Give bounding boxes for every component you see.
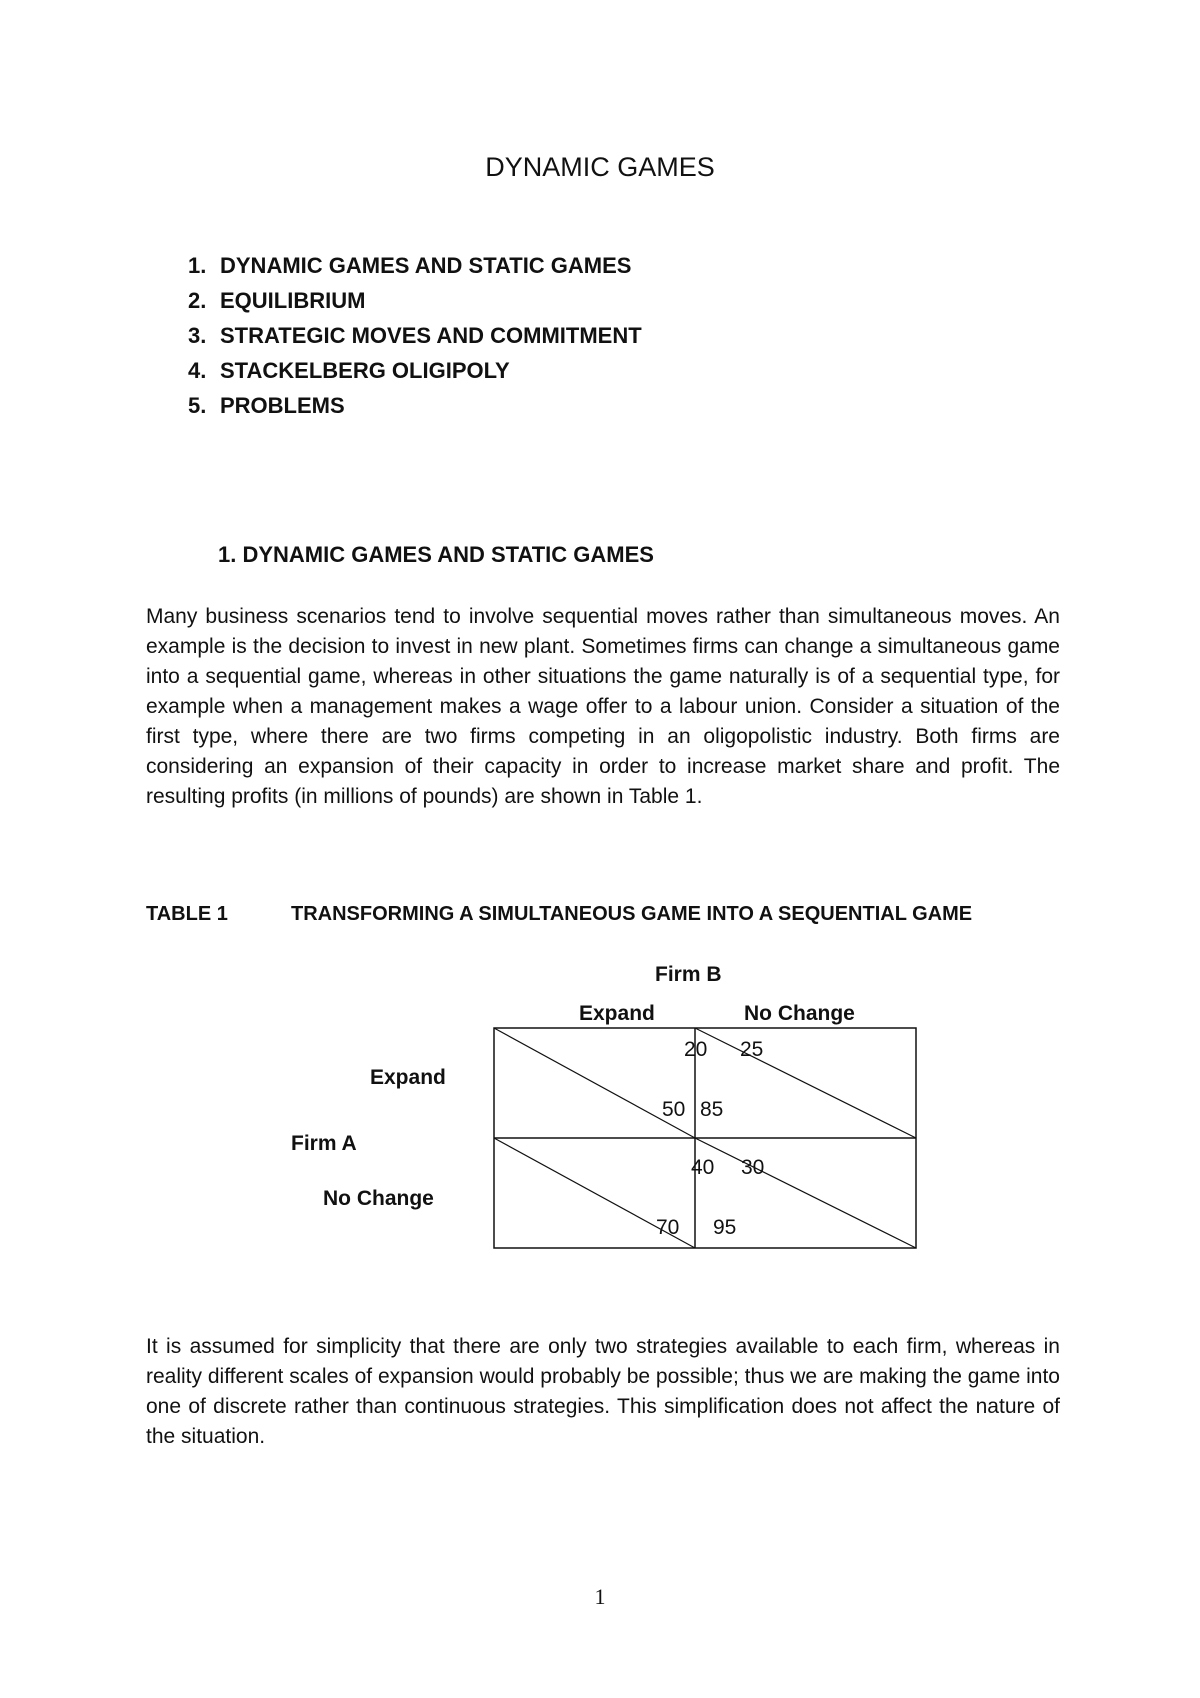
- payoff-a-nochange-expand: 70: [656, 1216, 680, 1239]
- column-header-expand: Expand: [579, 1002, 655, 1025]
- page-number: 1: [594, 1584, 606, 1609]
- toc-number: 4.: [188, 358, 207, 383]
- toc-label: DYNAMIC GAMES AND STATIC GAMES: [220, 253, 632, 278]
- toc-label: STRATEGIC MOVES AND COMMITMENT: [220, 323, 642, 348]
- toc-number: 5.: [188, 393, 207, 418]
- column-header-no-change: No Change: [744, 1002, 855, 1025]
- toc-label: PROBLEMS: [220, 393, 345, 418]
- row-header-expand: Expand: [370, 1066, 446, 1089]
- row-header-no-change: No Change: [323, 1187, 434, 1210]
- toc-item: [188, 248, 642, 283]
- table-label: TABLE 1: [146, 903, 228, 925]
- toc-number: 2.: [188, 288, 207, 313]
- table-caption: TRANSFORMING A SIMULTANEOUS GAME INTO A SEQUENTIAL GAME: [291, 903, 973, 925]
- payoff-b-nochange-expand: 40: [691, 1156, 715, 1179]
- payoff-b-nochange-nochange: 30: [741, 1156, 765, 1179]
- body-paragraph: It is assumed for simplicity that there are only two strategies available to each firm, whereas in reality different scales of expansion would probably be possible; thus we are making the game into one of discrete rather than continuous strategies. This simplification does not affect the nature of the situation.: [146, 1335, 1060, 1448]
- toc-number: 1.: [188, 253, 207, 278]
- toc-item: [188, 388, 642, 423]
- payoff-a-expand-nochange: 85: [700, 1098, 724, 1121]
- payoff-a-expand-expand: 50: [662, 1098, 686, 1121]
- toc-item: [188, 353, 642, 388]
- toc-item: [188, 283, 642, 318]
- page-title: DYNAMIC GAMES: [485, 152, 715, 182]
- toc-label: STACKELBERG OLIGIPOLY: [220, 358, 510, 383]
- firm-b-label: Firm B: [655, 963, 722, 986]
- payoff-b-expand-nochange: 25: [740, 1038, 764, 1061]
- toc-number: 3.: [188, 323, 207, 348]
- payoff-b-expand-expand: 20: [684, 1038, 708, 1061]
- body-paragraph: Many business scenarios tend to involve sequential moves rather than simultaneous moves. An example is the decision to invest in new plant. Sometimes firms can change a simultaneous game into a sequential game, whereas in other situations the game naturally is of a sequential type, for example when a management makes a wage offer to a labour union. Consider a situation of the first type, where there are two firms competing in an oligopolistic industry. Both firms are considering an expansion of their capacity in order to increase market share and profit. The resulting profits (in millions of pounds) are shown in Table 1.: [146, 605, 1060, 808]
- payoff-a-nochange-nochange: 95: [713, 1216, 737, 1239]
- toc-item: [188, 318, 642, 353]
- section-heading: 1. DYNAMIC GAMES AND STATIC GAMES: [218, 542, 654, 567]
- toc-label: EQUILIBRIUM: [220, 288, 366, 313]
- table-of-contents: [188, 248, 642, 423]
- firm-a-label: Firm A: [291, 1132, 357, 1155]
